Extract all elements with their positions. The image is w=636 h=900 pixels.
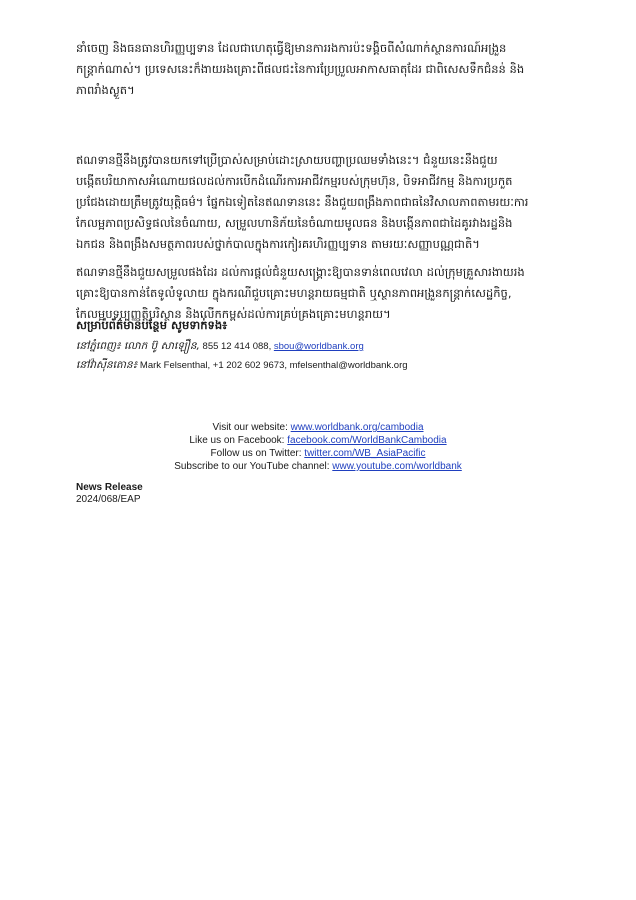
youtube-label: Subscribe to our YouTube channel: [174, 461, 333, 472]
paragraph-line: កន្ត្រាក់ណាស់។ ប្រទេសនេះក៏ងាយរងគ្រោះពីផលជះនៃការប្រែប្រួលអាកាសធាតុដែរ ជាពិសេសទឹកជំនន់ និង [76, 62, 525, 76]
facebook-label: Like us on Facebook: [189, 435, 288, 446]
contact-washington-label: នៅវ៉ាស៊ីនតោន៖ [76, 359, 138, 371]
paragraph-line: កែលម្អបទប្បញ្ញត្តិបរិស្ថាន និងលើកកម្ពស់ដល់ការគ្រប់គ្រងគ្រោះមហន្តរាយ។ [76, 307, 391, 321]
contact-phnom-penh-label: នៅភ្នំពេញ៖ លោក ប៊ូ សាឡឿន, [76, 340, 200, 352]
paragraph-line: ឥណទានថ្មីនឹងជួយសម្រួលផងដែរ ដល់ការផ្ដល់ជំនួយសង្គ្រោះឱ្យបានទាន់ពេលវេលា ដល់ក្រុមគ្រួសារងាយរង [76, 265, 525, 279]
twitter-row [76, 447, 560, 460]
website-label: Visit our website: [212, 422, 291, 433]
news-release-number: 2024/068/EAP [76, 494, 141, 505]
contact-washington [76, 359, 408, 374]
news-release-block [76, 482, 143, 506]
paragraph-1 [76, 38, 560, 101]
website-link[interactable]: www.worldbank.org/cambodia [290, 422, 424, 433]
social-links [76, 421, 560, 473]
website-row [76, 421, 560, 434]
contact-phnom-penh [76, 340, 364, 355]
news-release-title: News Release [76, 482, 143, 493]
facebook-row [76, 434, 560, 447]
paragraph-line: ឯកជន និងពង្រឹងសមត្ថភាពរបស់ថ្នាក់បាលក្នុងការកៀរគរហិរញ្ញប្បទាន តាមរយៈសញ្ញាបណ្ណជាតិ។ [76, 237, 480, 251]
youtube-row [76, 460, 560, 473]
contact-phone: 855 12 414 088, [199, 341, 274, 352]
paragraph-line: គ្រោះឱ្យបានកាន់តែទូលំទូលាយ ក្នុងករណីជួបគ្រោះមហន្តរាយធម្មជាតិ ឬស្ថានភាពអង្រួនកន្ត្រាក់សេដ្ឋកិច្ច, [76, 286, 512, 300]
paragraph-2 [76, 150, 560, 255]
paragraph-line: ឥណទានថ្មីនឹងត្រូវបានយកទៅប្រើប្រាស់សម្រាប់ដោះស្រាយបញ្ហាប្រឈមទាំងនេះ។ ជំនួយនេះនឹងជួយ [76, 153, 498, 167]
contact-email-link[interactable]: sbou@worldbank.org [273, 341, 364, 352]
paragraph-line: កែលម្អភាពប្រសិទ្ធផលនៃចំណាយ, សម្រួលហានិភ័យនៃចំណាយមូលធន និងបង្កើនភាពជាដៃគូរវាងរដ្ឋនិង [76, 216, 513, 230]
contact-heading: សម្រាប់ព័ត៌មានបន្ថែម សូមទាក់ទង៖ [76, 318, 228, 332]
paragraph-line: ប្រជែងដោយត្រឹមត្រូវយុត្តិធម៌។ ផ្នែកឯទៀតនៃឥណទាននេះ នឹងជួយពង្រឹងភាពជាធនៃវិសាលភាពតាមរយៈការ [76, 195, 529, 209]
contact-washington-details: Mark Felsenthal, +1 202 602 9673, mfelsenthal@worldbank.org [137, 360, 408, 371]
paragraph-3 [76, 262, 560, 325]
twitter-label: Follow us on Twitter: [210, 448, 305, 459]
youtube-link[interactable]: www.youtube.com/worldbank [332, 461, 462, 472]
paragraph-line: ភាពរាំងស្ងួត។ [76, 83, 135, 97]
paragraph-line: បង្កើតបរិយាកាសអំណោយផលដល់ការបើកដំណើរការអាជីវកម្មរបស់ក្រុមហ៊ុន, បិទអាជីវកម្ម និងការប្រកួត [76, 174, 513, 188]
paragraph-line: នាំចេញ និងធនធានហិរញ្ញប្បទាន ដែលជាហេតុធ្វើឱ្យមានការរងការប៉ះទង្គិចពីសំណាក់ស្ថានការណ៍អង្រួន [76, 41, 507, 55]
facebook-link[interactable]: facebook.com/WorldBankCambodia [287, 435, 447, 446]
twitter-link[interactable]: twitter.com/WB_AsiaPacific [304, 448, 426, 459]
